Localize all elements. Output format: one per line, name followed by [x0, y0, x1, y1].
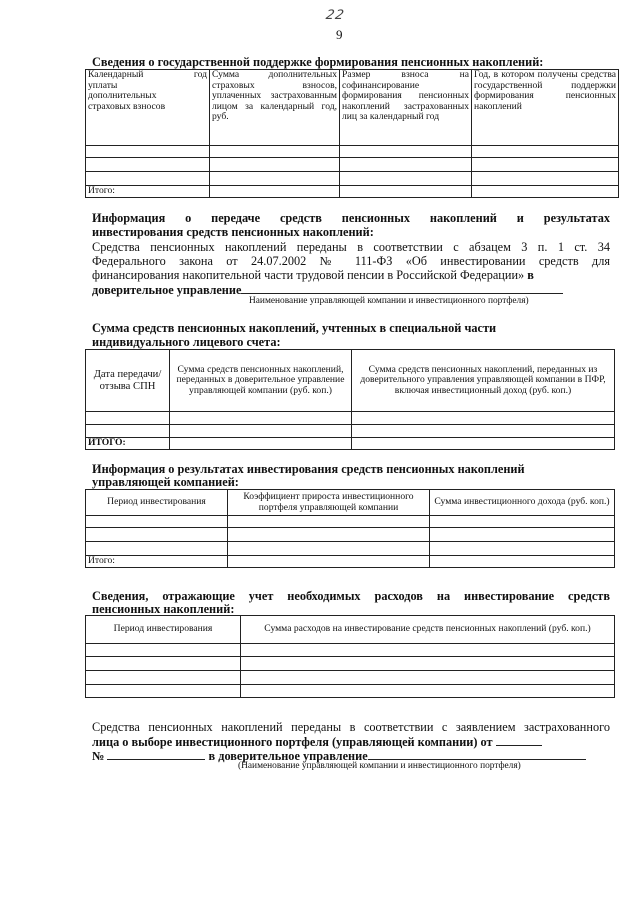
section2-para-line2: Федерального закона от 24.07.2002 № 111-ФЗ «Об инвестировании средств для [92, 254, 610, 268]
section2-caption: Наименование управляющей компании и инвестиционного портфеля) [249, 296, 529, 306]
section5-heading-line2: пенсионных накоплений: [92, 602, 235, 616]
section6-line2: лица о выборе инвестиционного портфеля (управляющей компании) от [92, 735, 612, 749]
section6-caption: (Наименование управляющей компании и инвестиционного портфеля) [238, 761, 521, 771]
section5-heading-line1: Сведения, отражающие учет необходимых расходов на инвестирование средств [92, 589, 610, 603]
section2-para-line1: Средства пенсионных накоплений переданы в соответствии с абзацем 3 п. 1 ст. 34 [92, 240, 610, 254]
total-label: ИТОГО: [86, 438, 170, 450]
special-account-table [85, 349, 615, 450]
col-header-period: Период инвестирования [86, 490, 228, 516]
col-header-returned-to-pfr: Сумма средств пенсионных накоплений, переданных из доверительного управления управляющей компании в ПФР, включая инвестиционный доход (руб. коп.) [352, 350, 615, 412]
col-header-transfer-date: Дата передачи/отзыва СПН [86, 350, 170, 412]
col-header-calendar-year: Календарный год уплаты дополнительных страховых взносов [86, 70, 210, 146]
col-header-cofinancing: Размер взноса на софинансирование формирования пенсионных накоплений застрахованных лиц за календарный год [340, 70, 472, 146]
application-number-blank[interactable] [107, 749, 205, 760]
investment-expenses-table [85, 615, 615, 698]
section4-heading-line2: управляющей компанией: [92, 475, 239, 489]
col-header-period: Период инвестирования [86, 616, 241, 644]
col-header-transferred-to-uk: Сумма средств пенсионных накоплений, переданных в доверительное управление управляющей компании (руб. коп.) [170, 350, 352, 412]
section2-para-line3: финансирования накопительной части трудовой пенсии в Российской Федерации» в [92, 268, 534, 282]
section2-para-line4: доверительное управление [92, 283, 612, 297]
section1-heading: Сведения о государственной поддержке формирования пенсионных накоплений: [92, 55, 544, 69]
section6-line1: Средства пенсионных накоплений переданы в соответствии с заявлением застрахованного [92, 720, 610, 734]
application-date-blank[interactable] [496, 735, 542, 746]
section3-heading-line1: Сумма средств пенсионных накоплений, учтенных в специальной части [92, 321, 497, 335]
section4-heading-line1: Информация о результатах инвестирования средств пенсионных накоплений [92, 462, 525, 476]
total-label: Итого: [86, 186, 210, 198]
handwritten-page-mark: 22 [324, 8, 346, 23]
investment-results-table [85, 489, 615, 568]
col-header-growth-coefficient: Коэффициент прироста инвестиционного портфеля управляющей компании [228, 490, 430, 516]
section2-heading-line2: инвестирования средств пенсионных накоплений: [92, 225, 374, 239]
trustee-blank-line[interactable] [241, 283, 563, 294]
col-header-additional-contributions: Сумма дополнительных страховых взносов, уплаченных застрахованным лицом за календарный год, руб. [210, 70, 340, 146]
total-label: Итого: [86, 556, 228, 568]
col-header-expenses-sum: Сумма расходов на инвестирование средств пенсионных накоплений (руб. коп.) [241, 616, 615, 644]
page-number: 9 [336, 27, 343, 42]
section3-heading-line2: индивидуального лицевого счета: [92, 335, 281, 349]
section2-heading-line1: Информация о передаче средств пенсионных накоплений и результатах [92, 211, 610, 225]
trustee-name-blank[interactable] [368, 749, 586, 760]
state-support-table [85, 69, 619, 198]
col-header-investment-income: Сумма инвестиционного дохода (руб. коп.) [430, 490, 615, 516]
section6-line3: № в доверительное управление [92, 749, 612, 763]
col-header-support-year: Год, в котором получены средства государственной поддержки формирования пенсионных накоплений [472, 70, 619, 146]
